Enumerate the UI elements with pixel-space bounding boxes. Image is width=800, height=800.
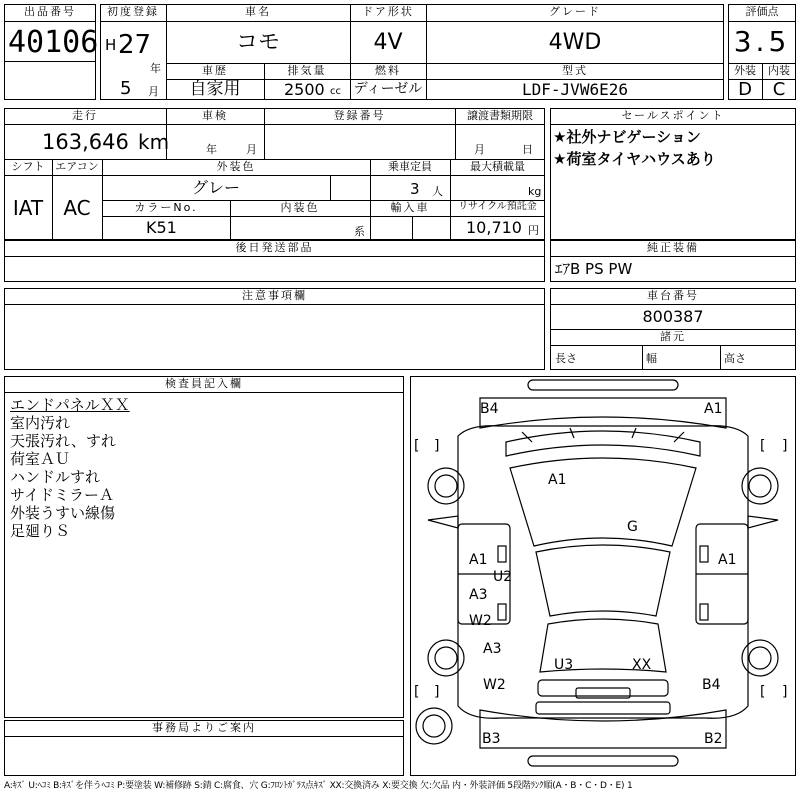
first-reg-month: 5 xyxy=(120,78,132,99)
damage-mark: A1 xyxy=(548,472,567,488)
length-label: 長さ xyxy=(555,352,577,365)
chassis-value: 800387 xyxy=(642,307,704,326)
max-load-unit: kg xyxy=(528,185,542,198)
damage-mark: U3 xyxy=(554,657,574,673)
displacement-unit: cc xyxy=(330,86,341,97)
first-reg-year: 27 xyxy=(118,30,152,60)
model-value: LDF-JVW6E26 xyxy=(522,80,628,99)
inspection-month: 月 xyxy=(246,143,257,156)
interior-value: C xyxy=(772,79,786,100)
damage-mark: G xyxy=(627,519,638,535)
history-label: 車歴 xyxy=(202,64,228,77)
svg-text:[: [ xyxy=(414,438,420,454)
fuel-value: ディーゼル xyxy=(353,81,423,97)
ext-color-value: グレー xyxy=(191,178,240,197)
damage-mark: A3 xyxy=(469,587,488,603)
fuel-label: 燃料 xyxy=(375,64,401,77)
sales-point-label: セールスポイント xyxy=(621,109,725,122)
office-label: 事務局よりご案内 xyxy=(152,721,256,734)
inspector-line: エンドパネルＸＸ xyxy=(10,396,130,414)
recycle-unit: 円 xyxy=(528,224,539,237)
inspector-label: 検査員記入欄 xyxy=(165,377,243,390)
damage-mark: A1 xyxy=(469,552,488,568)
car-name-value: コモ xyxy=(235,30,280,55)
displacement-label: 排気量 xyxy=(287,64,327,77)
aircon-value: AC xyxy=(63,196,91,220)
damage-mark: B4 xyxy=(702,677,721,693)
seating-unit: 人 xyxy=(432,185,443,198)
later-parts-label: 後日発送部品 xyxy=(235,241,314,254)
first-reg-label: 初度登録 xyxy=(107,5,159,18)
exterior-value: D xyxy=(738,79,752,100)
recycle-value: 10,710 xyxy=(466,218,522,237)
equipment-value: ｴｱB PS PW xyxy=(555,260,633,278)
svg-text:]: ] xyxy=(434,438,440,454)
car-outline-diagram xyxy=(410,376,796,776)
transfer-docs-label: 譲渡書類期限 xyxy=(467,109,533,122)
car-name-label: 車名 xyxy=(245,5,271,18)
int-color-unit: 系 xyxy=(354,225,365,238)
damage-mark: B4 xyxy=(480,401,499,417)
max-load-label: 最大積載量 xyxy=(470,160,525,173)
lot-number-value: 40106 xyxy=(8,25,99,60)
damage-mark: B2 xyxy=(704,731,723,747)
detail-box xyxy=(4,108,545,240)
inspector-line: 室内汚れ xyxy=(10,414,71,432)
height-label: 高さ xyxy=(724,352,746,365)
damage-mark: W2 xyxy=(483,677,506,693)
svg-text:]: ] xyxy=(434,684,440,700)
interior-label: 内装 xyxy=(768,64,790,77)
score-value: 3.5 xyxy=(733,25,791,58)
damage-mark: A1 xyxy=(718,552,737,568)
svg-text:[: [ xyxy=(760,684,766,700)
door-label: ドア形状 xyxy=(362,5,414,18)
year-unit: 年 xyxy=(150,62,161,75)
sales-point-item: ★社外ナビゲーション xyxy=(553,128,701,146)
inspector-line: ハンドルすれ xyxy=(10,468,101,486)
dims-label: 諸元 xyxy=(660,330,686,343)
inspector-line: サイドミラーＡ xyxy=(10,486,114,504)
damage-mark: A1 xyxy=(704,401,723,417)
aircon-label: エアコン xyxy=(55,160,99,173)
legend-text: A:ｷｽﾞ U:ﾍｺﾐ B:ｷｽﾞを伴うﾍｺﾐ P:要塗装 W:補修跡 S:錆 C:腐食、穴 G:ﾌﾛﾝﾄｶﾞﾗｽ点ｷｽﾞ XX:交換済み X:要交換 欠:欠品 内・外装評価 5段階ﾗﾝｸ順(A・B・C・D・E) 1 xyxy=(4,781,633,791)
caution-label: 注意事項欄 xyxy=(242,289,307,302)
import-label: 輸入車 xyxy=(390,201,430,214)
shift-value: IAT xyxy=(12,196,44,220)
grade-value: 4WD xyxy=(548,30,602,55)
mileage-unit: km xyxy=(138,130,170,154)
inspection-year: 年 xyxy=(206,143,217,156)
score-label: 評価点 xyxy=(745,5,779,18)
inspector-line: 荷室ＡＵ xyxy=(10,450,71,468)
equipment-label: 純正装備 xyxy=(647,241,699,254)
transfer-month: 月 xyxy=(474,143,485,156)
chassis-label: 車台番号 xyxy=(647,289,699,302)
grade-label: グレード xyxy=(549,5,601,18)
svg-text:[: [ xyxy=(760,438,766,454)
reg-number-label: 登録番号 xyxy=(333,109,386,122)
seating-label: 乗車定員 xyxy=(388,160,432,173)
seating-value: 3 xyxy=(410,180,420,198)
history-value: 自家用 xyxy=(189,79,241,99)
transfer-day: 日 xyxy=(522,143,533,156)
inspector-line: 外装うすい線傷 xyxy=(10,504,116,522)
int-color-label: 内装色 xyxy=(280,201,320,214)
svg-text:[: [ xyxy=(414,684,420,700)
ext-color-label: 外装色 xyxy=(216,160,256,173)
mileage-label: 走行 xyxy=(72,109,98,122)
recycle-label: リサイクル預託金 xyxy=(458,201,537,212)
model-label: 型式 xyxy=(562,64,588,77)
era-prefix: H xyxy=(105,36,117,54)
svg-text:]: ] xyxy=(782,438,788,454)
door-value: 4V xyxy=(373,30,403,55)
color-no-value: K51 xyxy=(146,218,177,237)
mileage-value: 163,646 xyxy=(42,130,129,154)
width-label: 幅 xyxy=(646,352,657,365)
damage-mark: B3 xyxy=(482,731,501,747)
month-unit: 月 xyxy=(148,85,159,98)
lot-number-label: 出品番号 xyxy=(24,5,76,18)
damage-mark: W2 xyxy=(469,613,492,629)
displacement-value: 2500 xyxy=(284,80,325,99)
inspection-label: 車検 xyxy=(202,109,228,122)
color-no-label: カラーNo. xyxy=(134,201,198,214)
damage-mark: A3 xyxy=(483,641,502,657)
damage-mark: XX xyxy=(632,657,652,673)
shift-label: シフト xyxy=(11,160,45,173)
sales-point-item: ★荷室タイヤハウスあり xyxy=(553,150,716,168)
inspector-line: 天張汚れ、すれ xyxy=(10,432,116,450)
damage-mark: U2 xyxy=(493,569,513,585)
inspector-line: 足廻りＳ xyxy=(10,522,71,540)
svg-text:]: ] xyxy=(782,684,788,700)
exterior-label: 外装 xyxy=(734,64,756,77)
